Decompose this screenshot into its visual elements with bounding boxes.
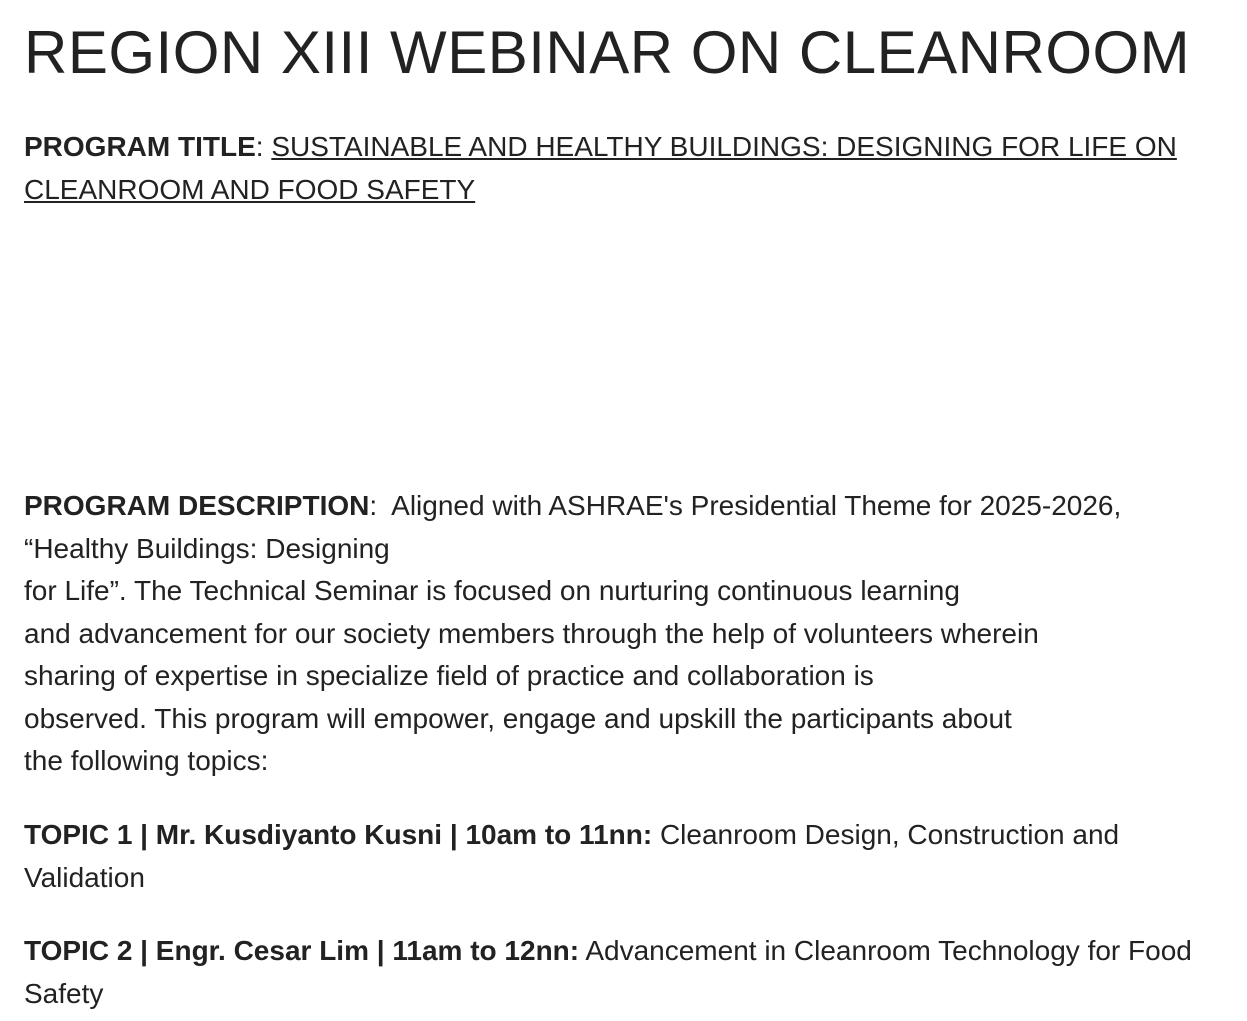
program-description-line: for Life”. The Technical Seminar is focused on nurturing continuous learning	[24, 575, 960, 606]
program-title-value: SUSTAINABLE AND HEALTHY BUILDINGS: DESIGNING FOR LIFE ON CLEANROOM AND FOOD SAFETY	[24, 131, 1177, 205]
page-title: REGION XIII WEBINAR ON CLEANROOM	[24, 19, 1191, 86]
program-description-line: and advancement for our society members through the help of volunteers wherein	[24, 617, 1039, 649]
program-description-line: Aligned with ASHRAE's Presidential Theme for 2025-2026,	[391, 490, 1122, 521]
program-title-section	[24, 126, 1234, 211]
program-title-label: PROGRAM TITLE	[24, 131, 256, 162]
program-description-label: PROGRAM DESCRIPTION	[24, 490, 370, 521]
topic-item	[24, 814, 1234, 899]
program-description-line: “Healthy Buildings: Designing	[24, 532, 390, 564]
program-title-separator: :	[255, 131, 264, 162]
program-description-section	[24, 485, 1234, 783]
topic-description: Cleanroom Design, Construction and Validation	[24, 819, 1120, 893]
topic-item	[24, 930, 1234, 1015]
topic-description: Advancement in Cleanroom Technology for Food Safety	[24, 935, 1192, 1009]
program-description-line: sharing of expertise in specialize field of practice and collaboration is	[24, 660, 874, 691]
program-description-separator: :	[369, 490, 378, 521]
program-description-line: the following topics:	[24, 745, 269, 776]
topic-label: TOPIC 1 | Mr. Kusdiyanto Kusni | 10am to 11nn:	[24, 819, 653, 850]
program-description-line: observed. This program will empower, engage and upskill the participants about	[24, 702, 1012, 734]
topic-label: TOPIC 2 | Engr. Cesar Lim | 11am to 12nn:	[24, 935, 580, 966]
